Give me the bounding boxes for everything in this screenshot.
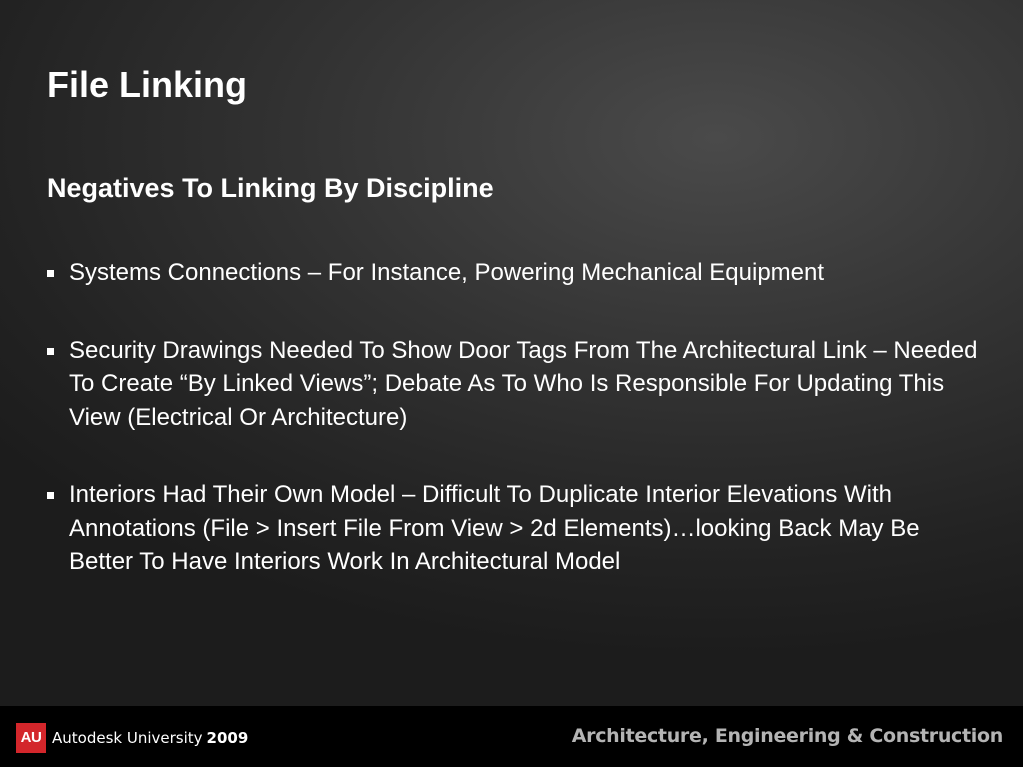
brand-label	[52, 727, 248, 749]
bullet-item-security-drawings	[47, 334, 987, 435]
slide-subtitle: Negatives To Linking By Discipline	[47, 173, 494, 203]
bullet-item-systems-connections	[47, 256, 987, 290]
slide-title: File Linking	[47, 64, 248, 105]
brand-name: Autodesk University	[52, 729, 203, 747]
square-bullet-icon	[47, 270, 54, 277]
autodesk-university-logo-icon: AU	[16, 723, 46, 753]
bullet-text: Interiors Had Their Own Model – Difficult To Duplicate Interior Elevations With Annotations (File > Insert File From View > 2d Elements)…looking Back May Be Better To Have Interiors Work In Architectural Model	[69, 481, 920, 575]
bullet-item-interiors-model	[47, 478, 987, 579]
footer-bar	[0, 706, 1023, 767]
bullet-list	[47, 256, 987, 623]
footer-track-label: Architecture, Engineering & Construction	[571, 725, 1003, 747]
square-bullet-icon	[47, 492, 54, 499]
square-bullet-icon	[47, 348, 54, 355]
bullet-text: Systems Connections – For Instance, Powering Mechanical Equipment	[69, 259, 825, 286]
brand-year: 2009	[206, 729, 249, 747]
bullet-text: Security Drawings Needed To Show Door Tags From The Architectural Link – Needed To Create “By Linked Views”; Debate As To Who Is Responsible For Updating This View (Electrical Or Architecture)	[69, 336, 978, 431]
